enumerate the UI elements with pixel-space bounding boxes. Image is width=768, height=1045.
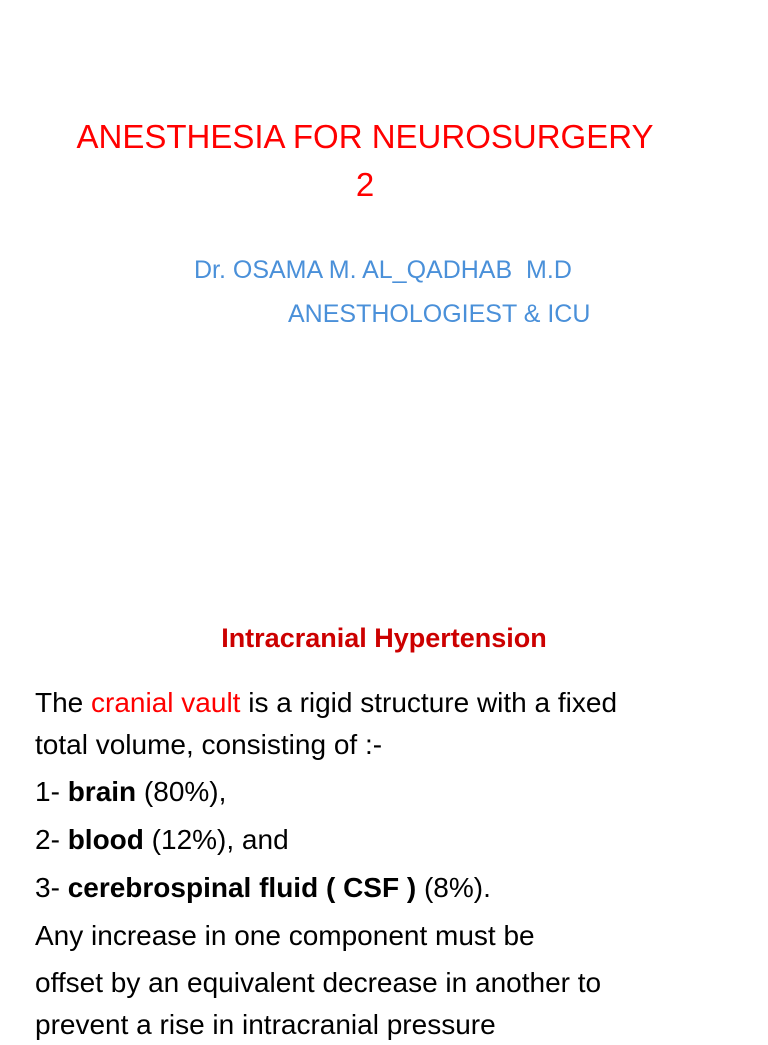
list-item (35, 868, 735, 908)
presentation-title: ANESTHESIA FOR NEUROSURGERY (76, 118, 654, 155)
intro-suffix: is a rigid structure with a fixed (240, 687, 618, 718)
list-item-term: brain (67, 776, 137, 807)
list-item-detail: (12%), and (143, 824, 289, 855)
list-item-number: 2- (35, 824, 68, 855)
list-item (35, 820, 735, 860)
paragraph-line: offset by an equivalent decrease in another to (35, 967, 602, 998)
intro-prefix: The (35, 687, 92, 718)
author-role: ANESTHOLOGIEST & ICU (288, 300, 591, 328)
content-slide (0, 560, 768, 1040)
list-item-number: 3- (35, 872, 68, 903)
author-name: Dr. OSAMA M. AL_QADHAB M.D (194, 256, 572, 284)
cranial-vault-term: cranial vault (91, 687, 241, 718)
paragraph-line: Any increase in one component must be (35, 920, 535, 951)
list-item-term: blood (67, 824, 144, 855)
list-item-term: cerebrospinal fluid ( CSF ) (67, 872, 417, 903)
list-item-number: 1- (35, 776, 68, 807)
list-item-detail: (80%), (136, 776, 227, 807)
presentation-title-number: 2 (355, 166, 375, 203)
paragraph-line: prevent a rise in intracranial pressure (35, 1009, 496, 1040)
intro-line-2: total volume, consisting of :- (35, 729, 383, 760)
list-item (35, 772, 735, 812)
list-item-detail: (8%). (416, 872, 491, 903)
intro-line (35, 683, 735, 723)
section-heading: Intracranial Hypertension (221, 623, 547, 653)
